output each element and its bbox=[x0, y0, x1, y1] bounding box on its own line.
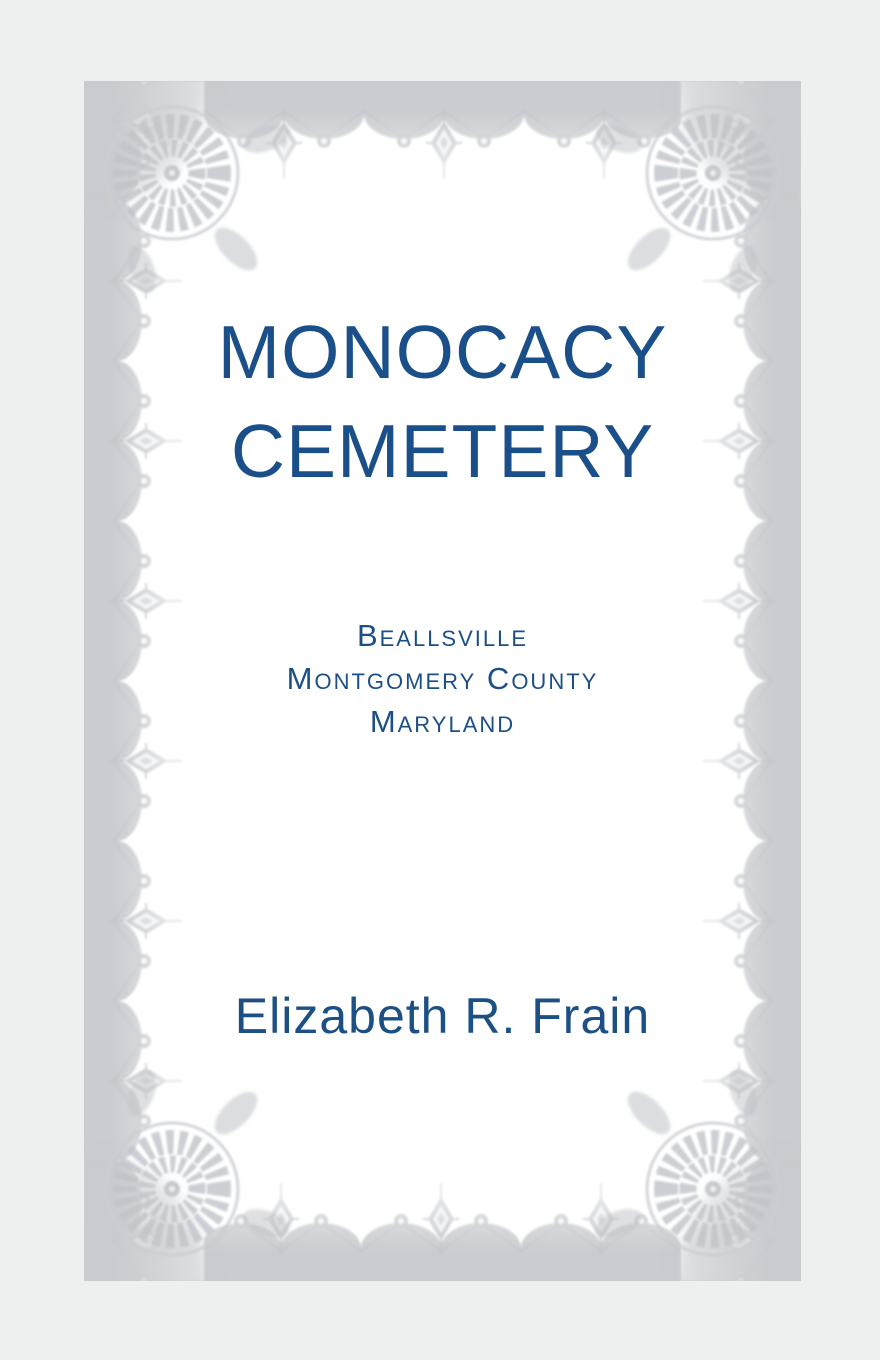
author-name: Elizabeth R. Frain bbox=[234, 988, 651, 1044]
title-line-1: MONOCACY bbox=[217, 310, 668, 394]
subtitle-line-place: Beallsville bbox=[356, 618, 529, 653]
subtitle-line-county: Montgomery County bbox=[286, 661, 599, 696]
book-subtitle bbox=[84, 614, 801, 743]
cover-text bbox=[84, 81, 801, 1281]
book-title bbox=[84, 303, 801, 501]
title-line-2: CEMETERY bbox=[230, 409, 655, 493]
subtitle-line-state: Maryland bbox=[369, 704, 516, 739]
cover-page bbox=[84, 81, 801, 1281]
